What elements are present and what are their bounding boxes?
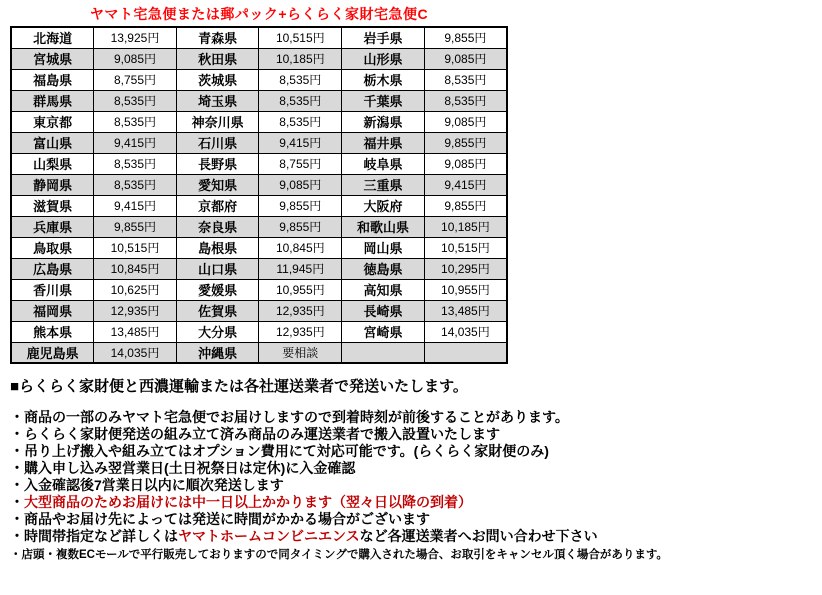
- note-text: 商品やお届け先によっては発送に時間がかかる場合がございます: [24, 511, 430, 527]
- price-cell: 9,855円: [424, 132, 507, 153]
- table-row: [11, 27, 507, 48]
- price-cell: 8,535円: [94, 153, 177, 174]
- note-text: らくらく家財便発送の組み立て済み商品のみ運送業者で搬入設置いたします: [24, 426, 500, 442]
- table-row: [11, 132, 507, 153]
- table-row: [11, 153, 507, 174]
- price-cell: 8,535円: [94, 174, 177, 195]
- price-cell: 要相談: [259, 342, 342, 363]
- note-line-delivery-warning: [10, 494, 822, 511]
- price-cell: 10,845円: [259, 237, 342, 258]
- prefecture-cell: 高知県: [342, 279, 425, 300]
- notes-heading: ■らくらく家財便と西濃運輸または各社運送業者で発送いたします。: [10, 378, 468, 395]
- price-cell: 8,535円: [94, 90, 177, 111]
- price-cell: 9,855円: [424, 195, 507, 216]
- price-cell: 13,925円: [94, 27, 177, 48]
- bullet-marker: ・: [10, 528, 24, 544]
- price-cell: 14,035円: [424, 321, 507, 342]
- prefecture-cell: 和歌山県: [342, 216, 425, 237]
- prefecture-cell: 鳥取県: [11, 237, 94, 258]
- note-text: 入金確認後7営業日以内に順次発送します: [24, 477, 284, 493]
- price-cell: 8,535円: [424, 69, 507, 90]
- note-text: 吊り上げ搬入や組み立てはオプション費用にて対応可能です。(らくらく家財便のみ): [24, 443, 549, 459]
- price-cell: 10,185円: [259, 48, 342, 69]
- price-cell: 13,485円: [424, 300, 507, 321]
- price-cell: 10,955円: [424, 279, 507, 300]
- note-text: 時間帯指定など詳しくは: [24, 528, 178, 544]
- price-cell: 9,085円: [424, 111, 507, 132]
- prefecture-cell: 鹿児島県: [11, 342, 94, 363]
- prefecture-cell: 広島県: [11, 258, 94, 279]
- note-text: 購入申し込み翌営業日(土日祝祭日は定休)に入金確認: [24, 460, 356, 476]
- price-cell: 9,085円: [424, 48, 507, 69]
- prefecture-cell: 山梨県: [11, 153, 94, 174]
- table-row: [11, 48, 507, 69]
- price-cell: 9,085円: [94, 48, 177, 69]
- price-cell: 10,515円: [424, 237, 507, 258]
- price-cell: [424, 342, 507, 363]
- prefecture-cell: 埼玉県: [176, 90, 259, 111]
- price-cell: 10,845円: [94, 258, 177, 279]
- note-line-cancellation: [10, 547, 822, 563]
- price-cell: 9,085円: [424, 153, 507, 174]
- price-cell: 10,295円: [424, 258, 507, 279]
- price-cell: 8,535円: [94, 111, 177, 132]
- prefecture-cell: 三重県: [342, 174, 425, 195]
- price-cell: 9,855円: [259, 216, 342, 237]
- prefecture-cell: 熊本県: [11, 321, 94, 342]
- prefecture-cell: 佐賀県: [176, 300, 259, 321]
- prefecture-cell: 石川県: [176, 132, 259, 153]
- table-row: [11, 321, 507, 342]
- price-cell: 14,035円: [94, 342, 177, 363]
- price-cell: 12,935円: [259, 300, 342, 321]
- price-cell: 8,755円: [259, 153, 342, 174]
- price-cell: 10,515円: [94, 237, 177, 258]
- prefecture-cell: 岡山県: [342, 237, 425, 258]
- prefecture-cell: 福島県: [11, 69, 94, 90]
- bullet-marker: ・: [10, 511, 24, 527]
- prefecture-cell: 奈良県: [176, 216, 259, 237]
- price-cell: 9,855円: [94, 216, 177, 237]
- table-row: [11, 69, 507, 90]
- prefecture-cell: 徳島県: [342, 258, 425, 279]
- prefecture-cell: 秋田県: [176, 48, 259, 69]
- note-line: [10, 426, 822, 443]
- table-row: [11, 195, 507, 216]
- bullet-marker: ・: [10, 443, 24, 459]
- prefecture-cell: 宮城県: [11, 48, 94, 69]
- note-text: 大型商品のためお届けには中一日以上かかります（翌々日以降の到着）: [24, 494, 472, 510]
- price-cell: 8,535円: [424, 90, 507, 111]
- prefecture-cell: 島根県: [176, 237, 259, 258]
- prefecture-cell: 北海道: [11, 27, 94, 48]
- note-line: [10, 409, 822, 426]
- bullet-marker: ・: [10, 549, 22, 561]
- prefecture-cell: 愛知県: [176, 174, 259, 195]
- bullet-marker: ・: [10, 460, 24, 476]
- note-line: [10, 443, 822, 460]
- table-row: [11, 90, 507, 111]
- prefecture-cell: 長野県: [176, 153, 259, 174]
- note-line: [10, 460, 822, 477]
- bullet-marker: ・: [10, 477, 24, 493]
- prefecture-cell: 栃木県: [342, 69, 425, 90]
- price-cell: 8,535円: [259, 69, 342, 90]
- price-cell: 9,415円: [94, 132, 177, 153]
- price-cell: 12,935円: [259, 321, 342, 342]
- table-row: [11, 300, 507, 321]
- note-text: 商品の一部のみヤマト宅急便でお届けしますので到着時刻が前後することがあります。: [24, 409, 569, 425]
- price-cell: 10,185円: [424, 216, 507, 237]
- prefecture-cell: 岐阜県: [342, 153, 425, 174]
- prefecture-cell: 山口県: [176, 258, 259, 279]
- prefecture-cell: 滋賀県: [11, 195, 94, 216]
- table-row: [11, 237, 507, 258]
- prefecture-cell: 福岡県: [11, 300, 94, 321]
- note-line-time-slot: [10, 528, 822, 545]
- shipping-fee-table: [10, 26, 508, 364]
- table-row: [11, 342, 507, 363]
- prefecture-cell: 茨城県: [176, 69, 259, 90]
- price-cell: 10,515円: [259, 27, 342, 48]
- note-line: [10, 477, 822, 494]
- prefecture-cell: 大阪府: [342, 195, 425, 216]
- prefecture-cell: 神奈川県: [176, 111, 259, 132]
- table-row: [11, 174, 507, 195]
- prefecture-cell: 沖縄県: [176, 342, 259, 363]
- prefecture-cell: 群馬県: [11, 90, 94, 111]
- price-cell: 9,085円: [259, 174, 342, 195]
- prefecture-cell: [342, 342, 425, 363]
- shipping-fee-table-body: [11, 27, 507, 363]
- price-cell: 13,485円: [94, 321, 177, 342]
- table-row: [11, 111, 507, 132]
- prefecture-cell: 香川県: [11, 279, 94, 300]
- prefecture-cell: 大分県: [176, 321, 259, 342]
- prefecture-cell: 東京都: [11, 111, 94, 132]
- price-cell: 9,855円: [424, 27, 507, 48]
- prefecture-cell: 千葉県: [342, 90, 425, 111]
- bullet-marker: ・: [10, 409, 24, 425]
- price-cell: 9,415円: [94, 195, 177, 216]
- prefecture-cell: 山形県: [342, 48, 425, 69]
- table-row: [11, 216, 507, 237]
- price-cell: 12,935円: [94, 300, 177, 321]
- note-text: など各運送業者へお問い合わせ下さい: [359, 528, 598, 544]
- price-cell: 8,535円: [259, 90, 342, 111]
- prefecture-cell: 青森県: [176, 27, 259, 48]
- prefecture-cell: 岩手県: [342, 27, 425, 48]
- prefecture-cell: 新潟県: [342, 111, 425, 132]
- prefecture-cell: 宮崎県: [342, 321, 425, 342]
- shipping-notes-section: [10, 377, 822, 563]
- prefecture-cell: 長崎県: [342, 300, 425, 321]
- price-cell: 9,415円: [259, 132, 342, 153]
- price-cell: 11,945円: [259, 258, 342, 279]
- prefecture-cell: 京都府: [176, 195, 259, 216]
- prefecture-cell: 富山県: [11, 132, 94, 153]
- bullet-marker: ・: [10, 426, 24, 442]
- price-cell: 9,855円: [259, 195, 342, 216]
- price-cell: 8,755円: [94, 69, 177, 90]
- prefecture-cell: 兵庫県: [11, 216, 94, 237]
- prefecture-cell: 福井県: [342, 132, 425, 153]
- price-cell: 9,415円: [424, 174, 507, 195]
- table-row: [11, 258, 507, 279]
- page-title: ヤマト宅急便または郵パック+らくらく家財宅急便C: [89, 6, 429, 22]
- prefecture-cell: 愛媛県: [176, 279, 259, 300]
- price-cell: 8,535円: [259, 111, 342, 132]
- yamato-home-convenience-text: ヤマトホームコンビニエンス: [178, 528, 360, 544]
- note-line: [10, 511, 822, 528]
- note-text: 店頭・複数ECモールで平行販売しておりますので同タイミングで購入された場合、お取引をキャンセル頂く場合があります。: [21, 549, 668, 561]
- price-cell: 10,625円: [94, 279, 177, 300]
- table-row: [11, 279, 507, 300]
- price-cell: 10,955円: [259, 279, 342, 300]
- prefecture-cell: 静岡県: [11, 174, 94, 195]
- bullet-marker: ・: [10, 494, 24, 510]
